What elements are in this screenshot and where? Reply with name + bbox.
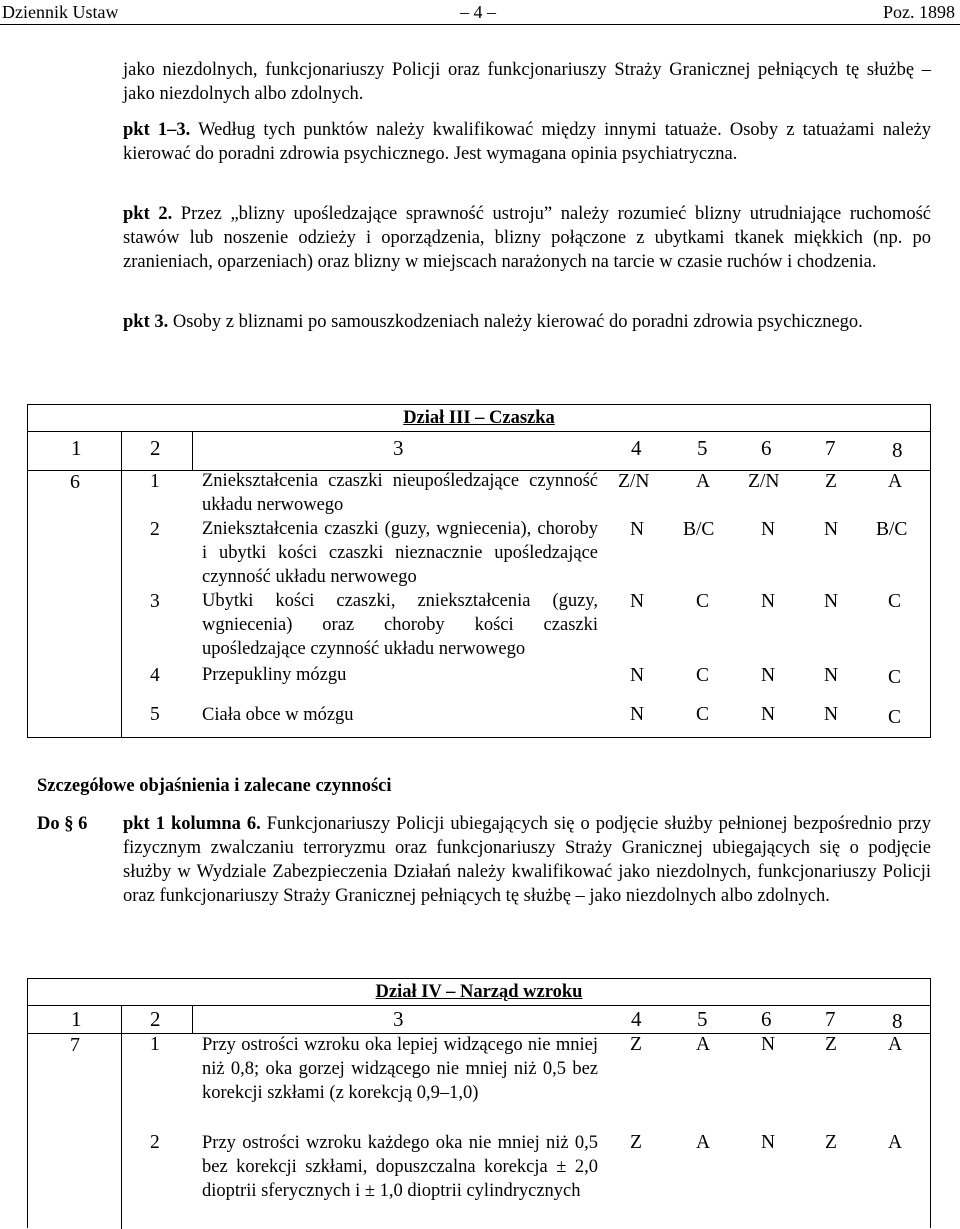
col-6: 6 [761, 436, 772, 460]
row-number: 4 [150, 665, 160, 686]
pkt13-label: pkt 1–3. [123, 120, 191, 140]
pkt13-text: Według tych punktów należy kwalifikować między innymi tatuaże. Osoby z tatuażami należy kierować do poradni zdrowia psychicznego. Jest wymagana opinia psychiatryczna. [123, 120, 931, 164]
table-title: Dział IV – Narząd wzroku [375, 982, 583, 1002]
row-col6: N [761, 1132, 776, 1153]
row-col7: Z [825, 1132, 837, 1153]
row-col5: A [696, 1034, 711, 1055]
col-4: 4 [631, 1007, 642, 1031]
row-col5: B/C [683, 519, 715, 540]
row-description: Zniekształcenia czaszki nieupośledzające czynność układu nerwowego [202, 471, 598, 515]
pkt2-label: pkt 2. [123, 204, 173, 224]
row-description: Ciała obce w mózgu [202, 705, 354, 725]
row-col6: N [761, 519, 776, 540]
row-col7: N [824, 591, 839, 612]
row-col6: N [761, 704, 776, 725]
row-col5: C [696, 591, 710, 612]
explanation-paragraph [123, 812, 931, 908]
row-col4: N [630, 591, 645, 612]
row-col7: N [824, 704, 839, 725]
header-rule [0, 24, 960, 25]
intro-paragraph: jako niezdolnych, funkcjonariuszy Policji oraz funkcjonariuszy Straży Granicznej pełniących tę służbę – jako niezdolnych albo zdolnych. [123, 60, 931, 104]
column-header-row [28, 432, 930, 470]
col-8: 8 [892, 1009, 903, 1033]
col-7: 7 [825, 436, 836, 460]
row-col5: A [696, 471, 711, 492]
row-number: 2 [150, 1132, 160, 1153]
pkt3-text: Osoby z bliznami po samouszkodzeniach należy kierować do poradni zdrowia psychicznego. [172, 312, 863, 332]
group-number: 7 [70, 1034, 80, 1056]
group-number: 6 [70, 471, 80, 493]
column-header-row [28, 1006, 930, 1034]
table-dzial-iv [27, 978, 931, 1228]
row-col8: C [888, 667, 902, 688]
col-3: 3 [393, 1007, 404, 1031]
col-6: 6 [761, 1007, 772, 1031]
table-dzial-iii [27, 404, 931, 738]
col-7: 7 [825, 1007, 836, 1031]
row-col4: N [630, 665, 645, 686]
explanation-text: Funkcjonariuszy Policji ubiegających się o podjęcie służby pełnionej bezpośrednio przy fizycznym zwalczaniu terroryzmu oraz funkcjonariuszy Straży Granicznej ubiegających się o podjęcie służby w Wydziale Zabezpieczenia Działań należy kwalifikować jako niezdolnych, funkcjonariuszy Policji oraz funkcjonariuszy Straży Granicznej pełniących tę służbę – jako niezdolnych albo zdolnych. [123, 814, 932, 906]
row-col7: Z [825, 471, 837, 492]
row-number: 2 [150, 519, 160, 540]
col-1: 1 [71, 1007, 82, 1031]
row-number: 1 [150, 471, 160, 492]
row-col5: C [696, 665, 710, 686]
table-title: Dział III – Czaszka [403, 408, 555, 428]
pkt2-paragraph [123, 202, 931, 274]
pkt3-label: pkt 3. [123, 312, 169, 332]
row-description: Ubytki kości czaszki, zniekształcenia (guzy, wgniecenia) oraz choroby kości czaszki upośledzające czynność układu nerwowego [202, 591, 598, 659]
page-header [0, 0, 960, 26]
row-description: Przy ostrości wzroku oka lepiej widzącego nie mniej niż 0,8; oka gorzej widzącego nie mniej niż 0,5 bez korekcji szkłami (z korekcją 0,9–1,0) [202, 1035, 598, 1103]
col-2: 2 [150, 436, 161, 460]
row-description: Przy ostrości wzroku każdego oka nie mniej niż 0,5 bez korekcji szkłami, dopuszczalna korekcja ± 2,0 dioptrii sferycznych i ± 1,0 dioptrii cylindrycznych [202, 1133, 598, 1201]
explanations-heading: Szczegółowe objaśnienia i zalecane czynności [37, 776, 392, 796]
pkt2-text: Przez „blizny upośledzające sprawność ustroju” należy rozumieć blizny utrudniające ruchomość stawów lub noszenie odzieży i oporządzenia, blizny połączone z ubytkami tkanek miękkich (np. po zranieniach, oparzeniach) oraz blizny w miejscach narażonych na tarcie w czasie ruchów i chodzenia. [123, 204, 931, 272]
row-description: Zniekształcenia czaszki (guzy, wgniecenia), choroby i ubytki kości czaszki nieznacznie upośledzające czynność układu nerwowego [202, 519, 598, 587]
page-number: – 4 – [460, 2, 496, 22]
row-col4: N [630, 519, 645, 540]
row-col8: C [888, 591, 902, 612]
col-4: 4 [631, 436, 642, 460]
col-2: 2 [150, 1007, 161, 1031]
row-col6: N [761, 665, 776, 686]
row-col8: B/C [876, 519, 908, 540]
row-col4: Z [630, 1034, 642, 1055]
col-5: 5 [697, 1007, 708, 1031]
row-col5: C [696, 704, 710, 725]
paragraph-reference: Do § 6 [37, 814, 88, 834]
col-8: 8 [892, 438, 903, 462]
row-col8: A [888, 1034, 903, 1055]
row-col4: Z [630, 1132, 642, 1153]
pkt13-paragraph [123, 118, 931, 166]
pkt3-paragraph [123, 310, 931, 334]
col-3: 3 [393, 436, 404, 460]
row-col7: N [824, 519, 839, 540]
row-col7: Z [825, 1034, 837, 1055]
row-col8: A [888, 471, 903, 492]
row-number: 3 [150, 591, 160, 612]
row-col6: N [761, 1034, 776, 1055]
row-col4: N [630, 704, 645, 725]
row-number: 5 [150, 704, 160, 725]
journal-title: Dziennik Ustaw [2, 2, 119, 22]
row-col4: Z/N [618, 471, 650, 492]
row-col8: C [888, 707, 902, 728]
row-col6: Z/N [748, 471, 780, 492]
explanation-label: pkt 1 kolumna 6. [123, 814, 261, 834]
row-col6: N [761, 591, 776, 612]
row-number: 1 [150, 1034, 160, 1055]
col-1: 1 [71, 436, 82, 460]
position-number: Poz. 1898 [883, 2, 955, 22]
col-5: 5 [697, 436, 708, 460]
row-col5: A [696, 1132, 711, 1153]
row-col7: N [824, 665, 839, 686]
row-description: Przepukliny mózgu [202, 665, 347, 685]
row-col8: A [888, 1132, 903, 1153]
